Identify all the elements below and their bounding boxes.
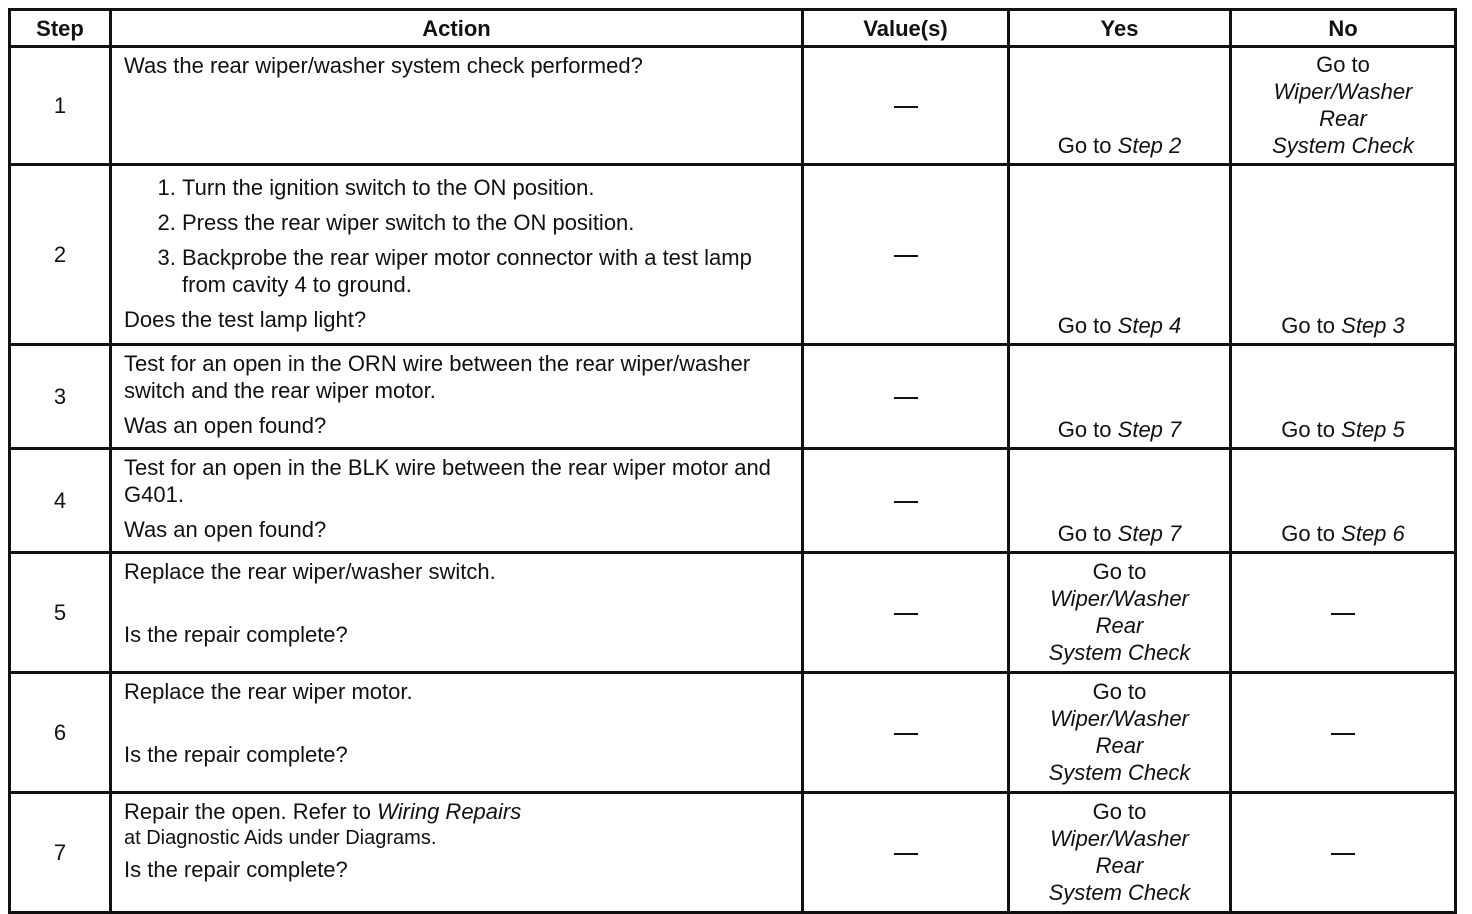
dash-mark: [1331, 853, 1355, 855]
instruction-item: 2. Press the rear wiper switch to the ON position.: [182, 209, 791, 236]
action-question: Was an open found?: [124, 517, 327, 542]
yes-target-line2: Rear: [1095, 613, 1144, 638]
no-prefix: Go to: [1281, 417, 1336, 442]
yes-target: Step 2: [1117, 133, 1182, 158]
table-row: [10, 165, 1456, 345]
yes-target: Step 4: [1117, 313, 1182, 338]
value-cell: [803, 449, 1009, 553]
action-question: Is the repair complete?: [124, 622, 348, 647]
yes-target-line3: System Check: [1048, 880, 1191, 905]
yes-cell: [1009, 793, 1231, 913]
dash-mark: [1331, 613, 1355, 615]
no-target-line1: Wiper/Washer: [1273, 79, 1413, 104]
action-cell: [111, 793, 803, 913]
yes-target-line3: System Check: [1048, 640, 1191, 665]
step-number: 1: [10, 47, 111, 165]
action-question: Was the rear wiper/washer system check performed?: [124, 53, 643, 78]
wiring-repairs-ref: Wiring Repairs: [377, 799, 522, 824]
yes-target-line1: Wiper/Washer: [1050, 826, 1189, 851]
no-target: Step 5: [1341, 417, 1405, 442]
header-row: [10, 10, 1456, 47]
no-target-line3: System Check: [1272, 133, 1414, 158]
no-cell: [1231, 449, 1456, 553]
action-question: Does the test lamp light?: [124, 307, 367, 332]
instruction-list: [124, 174, 791, 298]
yes-prefix: Go to: [1057, 313, 1112, 338]
value-cell: [803, 793, 1009, 913]
yes-prefix: Go to: [1057, 521, 1112, 546]
yes-target: Step 7: [1117, 521, 1182, 546]
no-prefix: Go to: [1281, 521, 1336, 546]
no-cell: [1231, 553, 1456, 673]
yes-prefix: Go to: [1057, 417, 1112, 442]
yes-prefix: Go to: [1092, 799, 1147, 824]
action-question: Is the repair complete?: [124, 857, 348, 882]
no-prefix: Go to: [1281, 313, 1336, 338]
no-prefix: Go to: [1316, 52, 1370, 77]
header-no: No: [1231, 10, 1456, 47]
table-row: [10, 47, 1456, 165]
yes-target-line1: Wiper/Washer: [1050, 706, 1189, 731]
no-target: Step 3: [1341, 313, 1405, 338]
dash-mark: [894, 255, 918, 257]
dash-mark: [894, 853, 918, 855]
value-cell: [803, 165, 1009, 345]
action-cell: [111, 345, 803, 449]
value-cell: [803, 673, 1009, 793]
header-values: Value(s): [803, 10, 1009, 47]
no-target-line2: Rear: [1319, 106, 1367, 131]
value-cell: [803, 47, 1009, 165]
yes-target-line3: System Check: [1048, 760, 1191, 785]
dash-mark: [894, 106, 918, 108]
yes-cell: [1009, 449, 1231, 553]
step-number: 6: [10, 673, 111, 793]
step-number: 2: [10, 165, 111, 345]
table-row: [10, 553, 1456, 673]
dash-mark: [894, 613, 918, 615]
no-cell: [1231, 165, 1456, 345]
yes-target-line2: Rear: [1095, 853, 1144, 878]
yes-prefix: Go to: [1057, 133, 1112, 158]
yes-prefix: Go to: [1092, 679, 1147, 704]
table-row: [10, 345, 1456, 449]
yes-cell: [1009, 47, 1231, 165]
table-row: [10, 673, 1456, 793]
yes-target-line2: Rear: [1095, 733, 1144, 758]
yes-target: Step 7: [1117, 417, 1182, 442]
action-cell: [111, 673, 803, 793]
yes-cell: [1009, 553, 1231, 673]
dash-mark: [894, 501, 918, 503]
header-step: Step: [10, 10, 111, 47]
instruction-item: 3. Backprobe the rear wiper motor connector with a test lamp from cavity 4 to ground.: [182, 244, 791, 298]
dash-mark: [1331, 733, 1355, 735]
yes-target-line1: Wiper/Washer: [1050, 586, 1189, 611]
action-cell: [111, 553, 803, 673]
action-question: Was an open found?: [124, 413, 327, 438]
dash-mark: [894, 733, 918, 735]
yes-cell: [1009, 673, 1231, 793]
action-prefix: Repair the open. Refer to: [124, 799, 372, 824]
yes-cell: [1009, 165, 1231, 345]
step-number: 5: [10, 553, 111, 673]
action-text: Test for an open in the ORN wire between the rear wiper/washer switch and the rear wiper motor.: [124, 351, 751, 403]
no-cell: [1231, 345, 1456, 449]
action-text: [124, 798, 791, 825]
action-text: Replace the rear wiper/washer switch.: [124, 559, 496, 584]
action-text: Test for an open in the BLK wire between the rear wiper motor and G401.: [124, 455, 771, 507]
yes-cell: [1009, 345, 1231, 449]
dash-mark: [894, 397, 918, 399]
step-number: 4: [10, 449, 111, 553]
value-cell: [803, 553, 1009, 673]
table-row: [10, 793, 1456, 913]
action-text: Replace the rear wiper motor.: [124, 679, 413, 704]
action-note: at Diagnostic Aids under Diagrams.: [124, 827, 437, 849]
yes-prefix: Go to: [1092, 559, 1147, 584]
no-cell: [1231, 673, 1456, 793]
step-number: 3: [10, 345, 111, 449]
diagnostic-table: [8, 8, 1457, 914]
header-action: Action: [111, 10, 803, 47]
action-cell: [111, 165, 803, 345]
action-cell: [111, 449, 803, 553]
value-cell: [803, 345, 1009, 449]
header-yes: Yes: [1009, 10, 1231, 47]
instruction-item: 1. Turn the ignition switch to the ON position.: [182, 174, 791, 201]
step-number: 7: [10, 793, 111, 913]
no-target: Step 6: [1341, 521, 1405, 546]
table-row: [10, 449, 1456, 553]
no-cell: [1231, 793, 1456, 913]
action-cell: [111, 47, 803, 165]
action-question: Is the repair complete?: [124, 742, 348, 767]
no-cell: [1231, 47, 1456, 165]
